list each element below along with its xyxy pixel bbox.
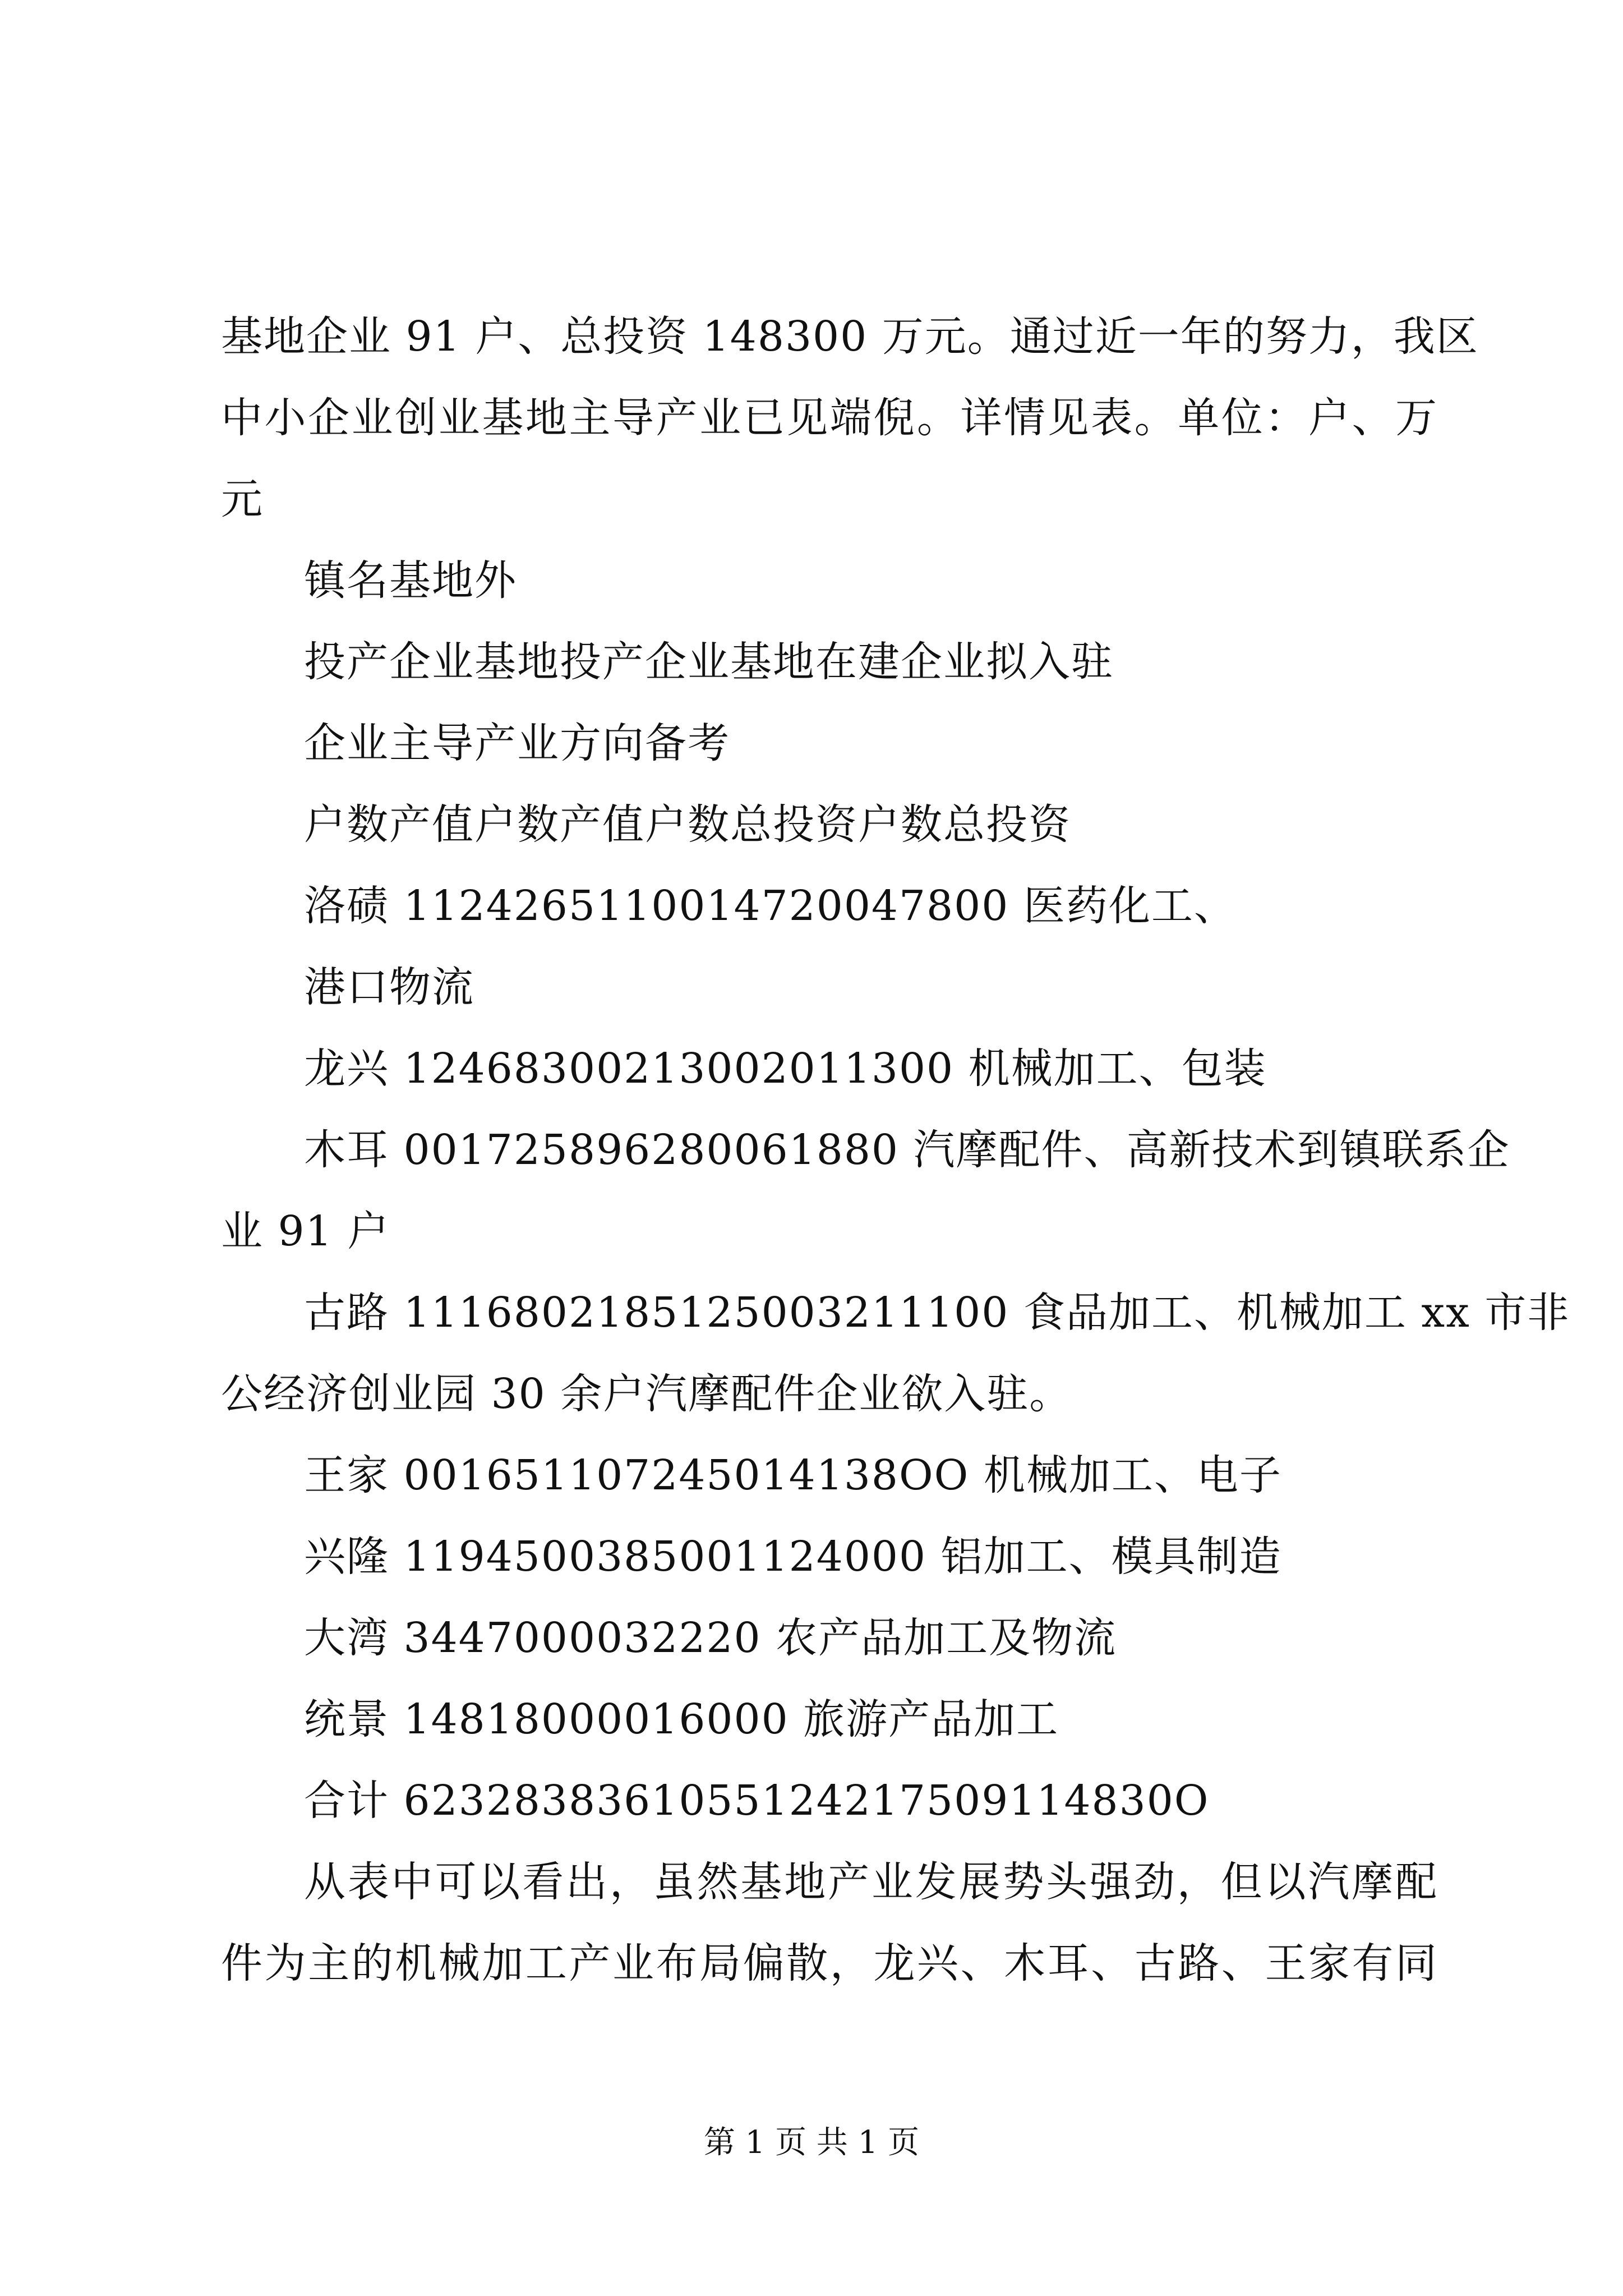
- paragraph-line: 元: [221, 475, 264, 523]
- paragraph-line: 从表中可以看出，虽然基地产业发展势头强劲，但以汽摩配: [304, 1858, 1438, 1906]
- table-row-line: 王家 001651107245014138OO 机械加工、电子: [304, 1451, 1282, 1499]
- table-total-line: 合计 6232838361055124217509114830O: [304, 1777, 1210, 1825]
- table-row-line: 公经济创业园 30 余户汽摩配件企业欲入驻。: [221, 1370, 1072, 1418]
- table-row-line: 业 91 户: [221, 1207, 390, 1255]
- table-row-line: 统景 14818000016000 旅游产品加工: [304, 1695, 1059, 1743]
- table-row-line: 大湾 3447000032220 农产品加工及物流: [304, 1614, 1117, 1662]
- paragraph-line: 中小企业创业基地主导产业已见端倪。详情见表。单位：户、万: [221, 394, 1438, 442]
- table-row-line: 洛碛 1124265110014720047800 医药化工、: [304, 882, 1237, 930]
- document-body: [221, 296, 1570, 2004]
- table-row-line: 港口物流: [304, 963, 474, 1011]
- page-footer: 第 1 页 共 1 页: [703, 2124, 920, 2161]
- table-header-line: 户数产值户数产值户数总投资户数总投资: [304, 800, 1071, 849]
- table-header-line: 投产企业基地投产企业基地在建企业拟入驻: [304, 638, 1114, 686]
- table-header-line: 镇名基地外: [304, 556, 517, 605]
- paragraph-line: 件为主的机械加工产业布局偏散，龙兴、木耳、古路、王家有同: [221, 1939, 1438, 1987]
- table-row-line: 龙兴 12468300213002011300 机械加工、包装: [304, 1045, 1267, 1093]
- table-row-line: 古路 1116802185125003211100 食品加工、机械加工 xx 市非: [304, 1289, 1570, 1337]
- paragraph-line: 基地企业 91 户、总投资 148300 万元。通过近一年的努力，我区: [221, 312, 1479, 361]
- table-header-line: 企业主导产业方向备考: [304, 719, 730, 767]
- table-row-line: 兴隆 1194500385001124000 铝加工、模具制造: [304, 1533, 1282, 1581]
- table-row-line: 木耳 001725896280061880 汽摩配件、高新技术到镇联系企: [304, 1126, 1510, 1174]
